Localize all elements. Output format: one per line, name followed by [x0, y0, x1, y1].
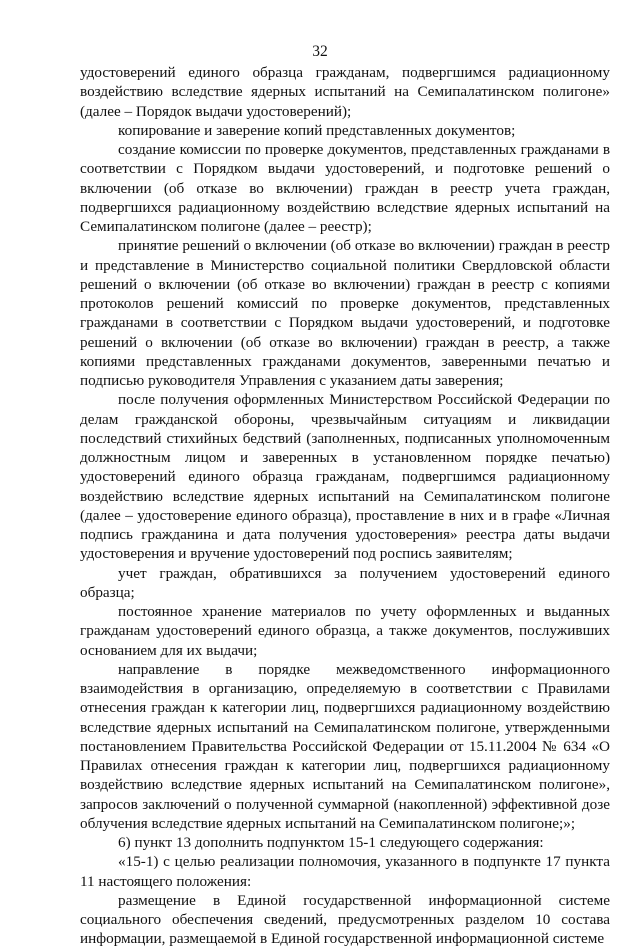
paragraph-6: учет граждан, обратившихся за получением удостоверений единого образца; — [80, 564, 610, 601]
paragraph-10: «15-1) с целью реализации полномочия, указанного в подпункте 17 пункта 11 настоящего положения: — [80, 853, 610, 890]
paragraph-1: удостоверений единого образца гражданам, подвергшимся радиационному воздействию вследствие ядерных испытаний на Семипалатинском полигоне» (далее – Порядок выдачи удостоверений); — [80, 64, 610, 120]
page-number: 32 — [312, 43, 328, 60]
document-body — [80, 63, 610, 949]
paragraph-4: принятие решений о включении (об отказе во включении) граждан в реестр и представление в Министерство социальной политики Свердловской области решений о включении (об отказе во включении) граждан в реестр с копиями протоколов решений комиссий по проверке документов, представленных гражданами в соответствии с Порядком выдачи удостоверений, и подготовке решений о включении (об отказе во включении) граждан в реестр, а также копиями представленных гражданами документов, заверенными печатью и подписью руководителя Управления с указанием даты заверения; — [80, 237, 610, 389]
paragraph-2: копирование и заверение копий представленных документов; — [118, 121, 516, 139]
paragraph-9: 6) пункт 13 дополнить подпунктом 15-1 следующего содержания: — [118, 834, 544, 851]
paragraph-7: постоянное хранение материалов по учету оформленных и выданных гражданам удостоверений единого образца, а также документов, послуживших основанием для их выдачи; — [80, 603, 610, 659]
paragraph-3: создание комиссии по проверке документов, представленных гражданами в соответствии с Порядком выдачи удостоверений, и подготовке решений о включении (об отказе во включении) граждан в реестр учета граждан, подвергшихся радиационному воздействию вследствие ядерных испытаний на Семипалатинском полигоне (далее – реестр); — [80, 141, 610, 235]
paragraph-11: размещение в Единой государственной информационной системе социального обеспечения сведений, предусмотренных разделом 10 состава информации, размещаемой в Единой государственной информационной системе — [80, 891, 610, 948]
paragraph-5: после получения оформленных Министерством Российской Федерации по делам гражданской обороны, чрезвычайным ситуациям и ликвидации последствий стихийных бедствий (заполненных, подписанных уполномоченным должностным лицом и заверенных в установленном порядке печатью) удостоверений единого образца гражданам, подвергшимся радиационному воздействию вследствие ядерных испытаний на Семипалатинском полигоне (далее – удостоверение единого образца), проставление в них и в графе «Личная подпись гражданина и дата получения удостоверения» реестра даты выдачи удостоверения и вручение удостоверений под роспись заявителям; — [80, 391, 610, 563]
paragraph-8: направление в порядке межведомственного информационного взаимодействия в организацию, определяемую в соответствии с Правилами отнесения граждан к категории лиц, подвергшихся радиационному воздействию вследствие ядерных испытаний на Семипалатинском полигоне, утвержденными постановлением Правительства Российской Федерации от 15.11.2004 № 634 «О Правилах отнесения граждан к категории лиц, подвергшихся радиационному воздействию вследствие ядерных испытаний на Семипалатинском полигоне», запросов заключений о полученной суммарной (накопленной) эффективной дозе облучения вследствие ядерных испытаний на Семипалатинском полигоне;»; — [80, 660, 610, 832]
